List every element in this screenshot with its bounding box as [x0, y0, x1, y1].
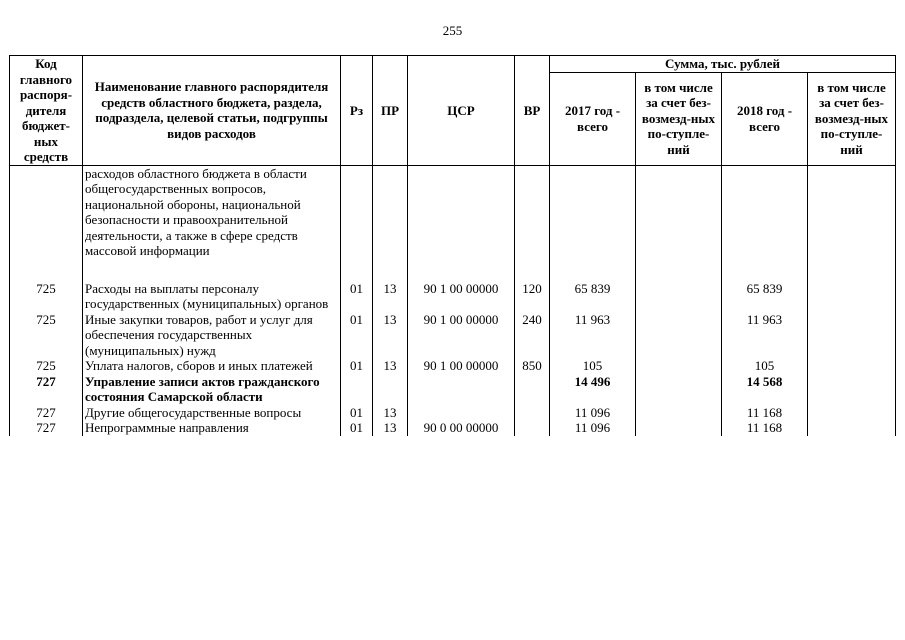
cell-rz: [341, 165, 373, 259]
cell-rz: 01: [341, 420, 373, 436]
cell-code: 725: [10, 358, 83, 374]
cell-2018-grants: [808, 165, 896, 259]
cell-pr: 13: [373, 405, 408, 421]
cell-2017-total: 65 839: [550, 281, 636, 312]
header-rz: Рз: [341, 56, 373, 166]
header-2017-total: 2017 год - всего: [550, 72, 636, 165]
cell-code: 727: [10, 374, 83, 405]
spacer-row: [10, 259, 896, 281]
header-2018-grants: в том числе за счет без-возмезд-ных по-ступле-ний: [808, 72, 896, 165]
page-number: 255: [442, 23, 463, 38]
cell-pr: [373, 165, 408, 259]
cell-pr: 13: [373, 281, 408, 312]
cell-2018-total: 11 168: [722, 420, 808, 436]
cell-pr: 13: [373, 312, 408, 359]
cell-name: Управление записи актов гражданского состояния Самарской области: [83, 374, 341, 405]
cell-2017-grants: [636, 312, 722, 359]
header-2017-grants: в том числе за счет без-возмезд-ных по-ступле-ний: [636, 72, 722, 165]
header-vr: ВР: [515, 56, 550, 166]
cell-vr: [515, 374, 550, 405]
cell-pr: 13: [373, 420, 408, 436]
header-code: Код главного распоря-дителя бюджет-ных средств: [10, 56, 83, 166]
budget-table: [9, 55, 896, 436]
cell-csr: 90 1 00 00000: [408, 312, 515, 359]
table-row: [10, 281, 896, 312]
cell-vr: [515, 420, 550, 436]
cell-2017-grants: [636, 281, 722, 312]
cell-csr: [408, 405, 515, 421]
cell-rz: 01: [341, 358, 373, 374]
cell-csr: 90 1 00 00000: [408, 281, 515, 312]
cell-2018-grants: [808, 374, 896, 405]
table-header: [10, 56, 896, 166]
cell-name: Расходы на выплаты персоналу государственных (муниципальных) органов: [83, 281, 341, 312]
cell-2018-grants: [808, 420, 896, 436]
cell-code: 725: [10, 312, 83, 359]
cell-2017-grants: [636, 420, 722, 436]
cell-vr: [515, 405, 550, 421]
table-row: [10, 312, 896, 359]
cell-2017-total: 11 963: [550, 312, 636, 359]
cell-2018-total: 11 963: [722, 312, 808, 359]
cell-2017-grants: [636, 405, 722, 421]
table-row: [10, 420, 896, 436]
cell-2018-grants: [808, 358, 896, 374]
cell-code: 727: [10, 405, 83, 421]
cell-2018-total: 11 168: [722, 405, 808, 421]
cell-2018-total: 14 568: [722, 374, 808, 405]
table-body: [10, 165, 896, 436]
header-2018-total: 2018 год - всего: [722, 72, 808, 165]
cell-2018-grants: [808, 281, 896, 312]
cell-vr: 120: [515, 281, 550, 312]
cell-code: 727: [10, 420, 83, 436]
cell-2018-total: 105: [722, 358, 808, 374]
cell-2017-total: [550, 165, 636, 259]
cell-2017-total: 105: [550, 358, 636, 374]
table-row: [10, 405, 896, 421]
cell-2017-total: 11 096: [550, 405, 636, 421]
cell-csr: [408, 374, 515, 405]
cell-vr: [515, 165, 550, 259]
cell-2017-grants: [636, 374, 722, 405]
cell-csr: 90 0 00 00000: [408, 420, 515, 436]
cell-vr: 240: [515, 312, 550, 359]
cell-name: Уплата налогов, сборов и иных платежей: [83, 358, 341, 374]
cell-code: [10, 165, 83, 259]
cell-code: 725: [10, 281, 83, 312]
cell-rz: 01: [341, 281, 373, 312]
cell-rz: [341, 374, 373, 405]
header-sum: Сумма, тыс. рублей: [550, 56, 896, 73]
cell-rz: 01: [341, 312, 373, 359]
cell-name: расходов областного бюджета в области общегосударственных вопросов, национальной обороны, национальной безопасности и правоохранительной деятельности, а также в сфере средств массовой информации: [83, 165, 341, 259]
header-csr: ЦСР: [408, 56, 515, 166]
table-row: [10, 165, 896, 259]
cell-2018-total: [722, 165, 808, 259]
cell-2018-total: 65 839: [722, 281, 808, 312]
cell-csr: [408, 165, 515, 259]
cell-csr: 90 1 00 00000: [408, 358, 515, 374]
cell-pr: 13: [373, 358, 408, 374]
header-name: Наименование главного распорядителя средств областного бюджета, раздела, подраздела, целевой статьи, подгруппы видов расходов: [83, 56, 341, 166]
cell-2018-grants: [808, 312, 896, 359]
cell-pr: [373, 374, 408, 405]
cell-2017-total: 14 496: [550, 374, 636, 405]
cell-2017-grants: [636, 358, 722, 374]
cell-name: Иные закупки товаров, работ и услуг для обеспечения государственных (муниципальных) нужд: [83, 312, 341, 359]
cell-2017-grants: [636, 165, 722, 259]
cell-vr: 850: [515, 358, 550, 374]
cell-2018-grants: [808, 405, 896, 421]
cell-name: Другие общегосударственные вопросы: [83, 405, 341, 421]
cell-2017-total: 11 096: [550, 420, 636, 436]
cell-name: Непрограммные направления: [83, 420, 341, 436]
table-row: [10, 374, 896, 405]
table-row: [10, 358, 896, 374]
cell-rz: 01: [341, 405, 373, 421]
header-pr: ПР: [373, 56, 408, 166]
